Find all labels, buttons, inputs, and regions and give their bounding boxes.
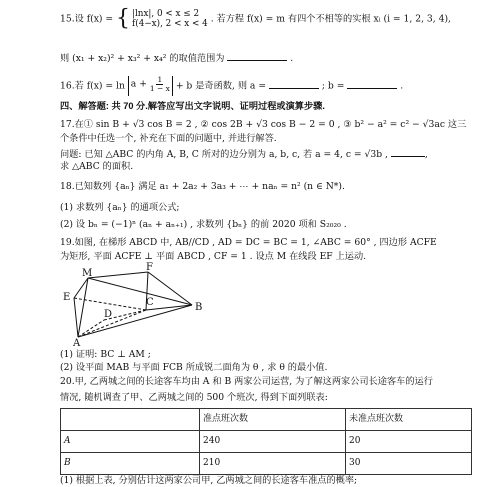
- q16-den: 1 − x: [149, 83, 170, 93]
- q15-prefix: 15.设: [60, 13, 84, 25]
- q16-d: ; b =: [321, 80, 345, 92]
- table-header-row: [61, 409, 472, 431]
- edge-AD: [78, 320, 104, 337]
- label-B: B: [195, 302, 203, 313]
- q16-fraction: [150, 76, 170, 92]
- q16-abs: [128, 76, 173, 96]
- q20-line1: 20.甲, 乙两城之间的长途客车均由 A 和 B 两家公司运营, 为了解这两家公司长途客车的运行: [60, 376, 433, 387]
- q15-line2-text: 则 (x₁ + x₂)² + x₃² + x₄² 的取值范围为: [60, 53, 225, 64]
- q18-line1: 18.已知数列 {aₙ} 满足 a₁ + 2a₂ + 3a₃ + ⋯ + naₙ = n² (n ∈ N*).: [60, 181, 345, 192]
- q15-piece1: |lnx|, 0 < x ≤ 2: [132, 8, 200, 19]
- edge-MA: [78, 278, 88, 337]
- q16-line: [60, 76, 403, 96]
- table-cell: 240: [200, 431, 346, 453]
- label-C: C: [146, 297, 154, 308]
- q16-b: a +: [130, 78, 147, 90]
- table-cell: A: [61, 431, 200, 453]
- q19-part2: (2) 设平面 MAB 与平面 FCB 所成锐二面角为 θ , 求 θ 的最小值.: [60, 362, 328, 373]
- q15-line1: [60, 8, 451, 30]
- q16-a: 16.若 f(x) = ln: [60, 80, 125, 92]
- answer-blank[interactable]: [227, 51, 287, 61]
- label-F: F: [146, 262, 153, 273]
- edge-AB: [78, 305, 192, 337]
- edge-FB: [148, 272, 192, 305]
- q17-line1: 17.在① sin B + √3 cos B = 2 , ② cos 2B + √3 cos B − 2 = 0 , ③ b² − a² = c² − √3ac 这三: [60, 119, 467, 130]
- q15-suffix: . 若方程 f(x) = m 有四个不相等的实根 xᵢ (i = 1, 2, 3, 4),: [210, 13, 451, 25]
- table-row: [61, 453, 472, 475]
- q17-line2: 个条件中任选一个, 补充在下面的问题中, 并进行解答.: [60, 133, 277, 144]
- q19-line2: 为矩形, 平面 ACFE ⊥ 平面 ABCD , CF = 1 . 设点 M 在线段 EF 上运动.: [60, 251, 367, 262]
- q16-num: 1: [157, 75, 163, 84]
- q18-part2: (2) 设 bₙ = (−1)ⁿ (aₙ + aₙ₊₁) , 求数列 {bₙ} 的前 2020 项和 S₂₀₂₀ .: [60, 219, 347, 230]
- q15-piece2: f(4−x), 2 < x < 4: [132, 19, 208, 29]
- q16-c: + b 是奇函数, 则 a =: [175, 80, 267, 92]
- q15-piecewise: [116, 8, 208, 30]
- brace-icon: {: [116, 6, 131, 31]
- edge-MB: [88, 278, 192, 305]
- table-header-cell: 准点班次数: [200, 409, 346, 431]
- table-header-cell: [61, 409, 200, 431]
- answer-blank-b[interactable]: [347, 79, 397, 89]
- label-M: M: [82, 268, 93, 279]
- table-cell: 30: [346, 453, 472, 475]
- answer-blank[interactable]: [391, 147, 425, 157]
- table-row: [61, 431, 472, 453]
- table-header-cell: 未准点班次数: [346, 409, 472, 431]
- q20-cut-line: (1) 根据上表, 分别估计这两家公司甲, 乙两城之间的长途客车准点的概率;: [60, 475, 358, 486]
- q17-line4: 求 △ABC 的面积.: [60, 161, 134, 172]
- table-cell: B: [61, 453, 200, 475]
- contingency-table: [60, 408, 472, 475]
- q15-fx: f(x) =: [86, 13, 114, 25]
- q17-line3-text: 问题: 已知 △ABC 的内角 A, B, C 所对的边分别为 a, b, c, 若 a = 4, c = √3b ,: [60, 149, 388, 160]
- q15-line2-end: .: [290, 53, 294, 64]
- table-cell: 20: [346, 431, 472, 453]
- label-A: A: [73, 338, 81, 346]
- q17-line3-end: ,: [424, 149, 428, 160]
- table-cell: 210: [200, 453, 346, 475]
- q16-end: .: [400, 80, 404, 92]
- label-D: D: [104, 309, 113, 320]
- q18-part1: (1) 求数列 {aₙ} 的通项公式;: [60, 202, 180, 213]
- edge-MF: [88, 272, 148, 278]
- q19-line1: 19.如图, 在梯形 ABCD 中, AB//CD , AD = DC = BC = 1, ∠ABC = 60° , 四边形 ACFE: [60, 237, 437, 248]
- geometry-figure: [60, 262, 220, 346]
- q17-line3: [60, 147, 428, 161]
- section-heading: 四、解答题: 共 70 分.解答应写出文字说明、证明过程或演算步骤.: [60, 101, 325, 111]
- q20-line2: 情况, 随机调查了甲、乙两城之间的 500 个班次, 得到下面列联表:: [60, 392, 328, 403]
- edge-EA: [74, 298, 78, 337]
- answer-blank-a[interactable]: [269, 79, 319, 89]
- q19-part1: (1) 证明: BC ⊥ AM ;: [60, 349, 151, 360]
- label-E: E: [63, 292, 71, 303]
- q15-line2: [60, 51, 293, 65]
